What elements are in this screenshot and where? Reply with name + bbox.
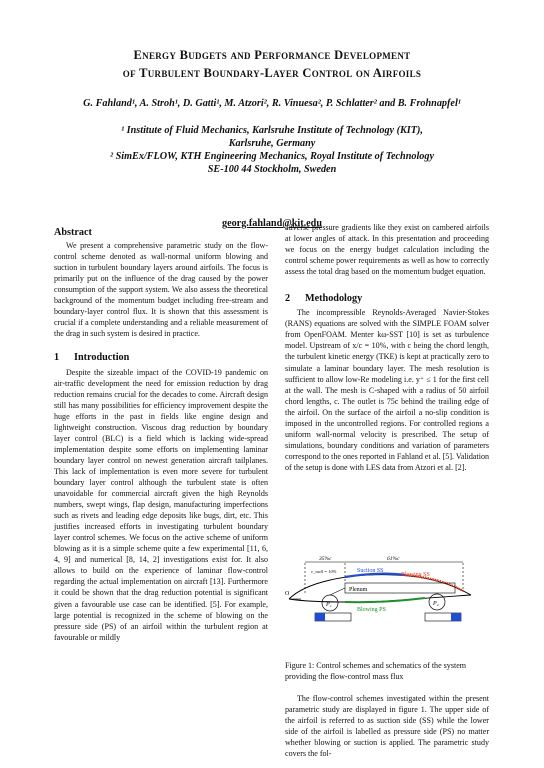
method-number: 2 bbox=[285, 293, 291, 305]
power-unit-right-fill bbox=[451, 613, 461, 621]
affiliation-2-city: SE-100 44 Stockholm, Sweden bbox=[207, 164, 337, 175]
blowing-ps-region bbox=[345, 598, 425, 602]
intro-number: 1 bbox=[54, 352, 60, 364]
intro-continuation: adverse pressure gradients like they exist on cambered airfoils at lower angles of attack. In this presentation and proceeding we focus on the energy budget calculation including the control scheme power requirements as well as how to correctly assess the total drag based on the momentum budget equation. bbox=[285, 223, 489, 277]
title-line-1: Energy Budgets and Performance Development bbox=[133, 48, 411, 62]
label-vwall: v_wall = 10% bbox=[311, 569, 337, 574]
figure-caption: Figure 1: Control schemes and schematics of the system providing the flow-control mass flux bbox=[285, 661, 467, 682]
affiliation-1-city: Karlsruhe, Germany bbox=[228, 138, 316, 149]
author-list: G. Fahland¹, A. Stroh¹, D. Gatti¹, M. Atzori², R. Vinuesa², P. Schlatter² and B. Frohnapfel¹ bbox=[83, 98, 461, 109]
pipe-p1 bbox=[330, 588, 345, 595]
airfoil-upper bbox=[289, 575, 471, 599]
contact-email[interactable]: georg.fahland@kit.edu bbox=[221, 218, 323, 229]
scheme-paragraph: The flow-control schemes investigated within the present parametric study are displayed in figure 1. The upper side of the airfoil is referred to as suction side (SS) while the lower side of the airfoil is labelled as pressure side (PS) no matter whether blowing or suction is applied. The parametric study covers the fol- bbox=[285, 694, 489, 759]
label-p1: P₁ bbox=[326, 602, 332, 608]
power-unit-left-fill bbox=[315, 613, 325, 621]
control-scheme-figure bbox=[285, 551, 475, 656]
label-61: 61%c bbox=[387, 556, 400, 562]
method-paragraph: The incompressible Reynolds-Averaged Navier-Stokes (RANS) equations are solved with the SIMPLE FOAM solver from OpenFOAM. Menter kω-SST [10] is set as turbulence model. Upstream of x/c = 10%, with c being the chord length, the turbulent kinetic energy (TKE) is kept at practically zero to simulate a laminar boundary layer. The mesh resolution is sufficient to allow low-Re modeling i.e. y⁺ ≤ 1 for the first cell at the wall. The mesh is C-shaped with a radius of 50 airfoil chord lengths, c. The outlet is 75c behind the trailing edge of the airfoil. On the surface of the airfoil a no-slip condition is imposed in the uncontrolled regions. For controlled regions a uniform wall-normal velocity is prescribed. The setup of simulations, boundary conditions and variation of parameters correspond to the ones reported in Fahland et al. [5]. Validation of the setup is done with LES data from Atzori et al. [2]. bbox=[285, 308, 489, 472]
title-line-2: of Turbulent Boundary-Layer Control on Airfoils bbox=[122, 66, 422, 80]
method-heading bbox=[285, 293, 489, 304]
label-origin: O bbox=[285, 591, 290, 597]
abstract-heading: Abstract bbox=[54, 227, 92, 238]
method-title: Methodology bbox=[305, 293, 363, 305]
paper-title bbox=[40, 46, 504, 82]
label-p2: P₂ bbox=[433, 601, 439, 607]
label-blowing-ss: Blowing SS bbox=[401, 572, 430, 578]
affiliation-1: ¹ Institute of Fluid Mechanics, Karlsruhe Institute of Technology (KIT), bbox=[121, 125, 423, 136]
label-35: 35%c bbox=[319, 556, 332, 562]
label-blowing-ps: Blowing PS bbox=[357, 607, 386, 613]
label-plenum: Plenum bbox=[349, 587, 368, 593]
intro-heading bbox=[54, 352, 268, 363]
abstract-text: We present a comprehensive parametric study on the flow-control scheme denoted as wall-normal uniform blowing and suction in turbulent boundary layers around airfoils. The focus is primarily put on the influence of the drag caused by the power consumption of the support system. We also assess the theoretical background of the momentum budget including free-stream and boundary-layer control flux. It is shown that this assessment is crucial if a complete understanding and a reliable measurement of the drag in such system is desired in practice. bbox=[54, 241, 268, 339]
intro-paragraph: Despite the sizeable impact of the COVID-19 pandemic on air-traffic development the need for emission reduction by drag reduction remains crucial for the decades to come. Aircraft design still has many possibilities for efficiency improvement despite the huge efforts in the past in fields like engine design and lightweight construction. Viscous drag reduction by boundary layer control (BLC) is a field which is lacking wide-spread implementation despite some efforts on implementing laminar boundary layer control on newest generation aircraft tailplanes. This lack of implementation is even more severe for turbulent boundary layer control although the turbulent state is often unavoidable for commercial aircraft given the high Reynolds numbers, swept wings, flap design, manufacturing imperfections such as rivets and leading edge deposits like bugs, dirt, etc. This justifies increased efforts in investigating turbulent boundary layer control schemes. We focus on the active scheme of uniform blowing as it is a simple scheme quite a few experimental [11, 6, 4, 9] and numerical [8, 14, 2] investigations exist for. It also allows to build on the experience of laminar flow-control regarding the actual implementation on aircraft [13]. Furthermore it could be shown that the drag reduction potential is significant given a favourable use case can be identified. [5]. For example, large potential is recognized in the scheme of blowing on the pressure side (PS) of an airfoil within the turbulent region at favourable or mildly bbox=[54, 367, 268, 642]
right-column-after-figure bbox=[285, 693, 489, 759]
affiliation-2: ² SimEx/FLOW, KTH Engineering Mechanics, Royal Institute of Technology bbox=[110, 151, 434, 162]
label-suction-ss: Suction SS bbox=[357, 568, 384, 574]
right-column bbox=[285, 222, 489, 473]
intro-title: Introduction bbox=[74, 352, 130, 364]
left-column bbox=[54, 227, 268, 643]
